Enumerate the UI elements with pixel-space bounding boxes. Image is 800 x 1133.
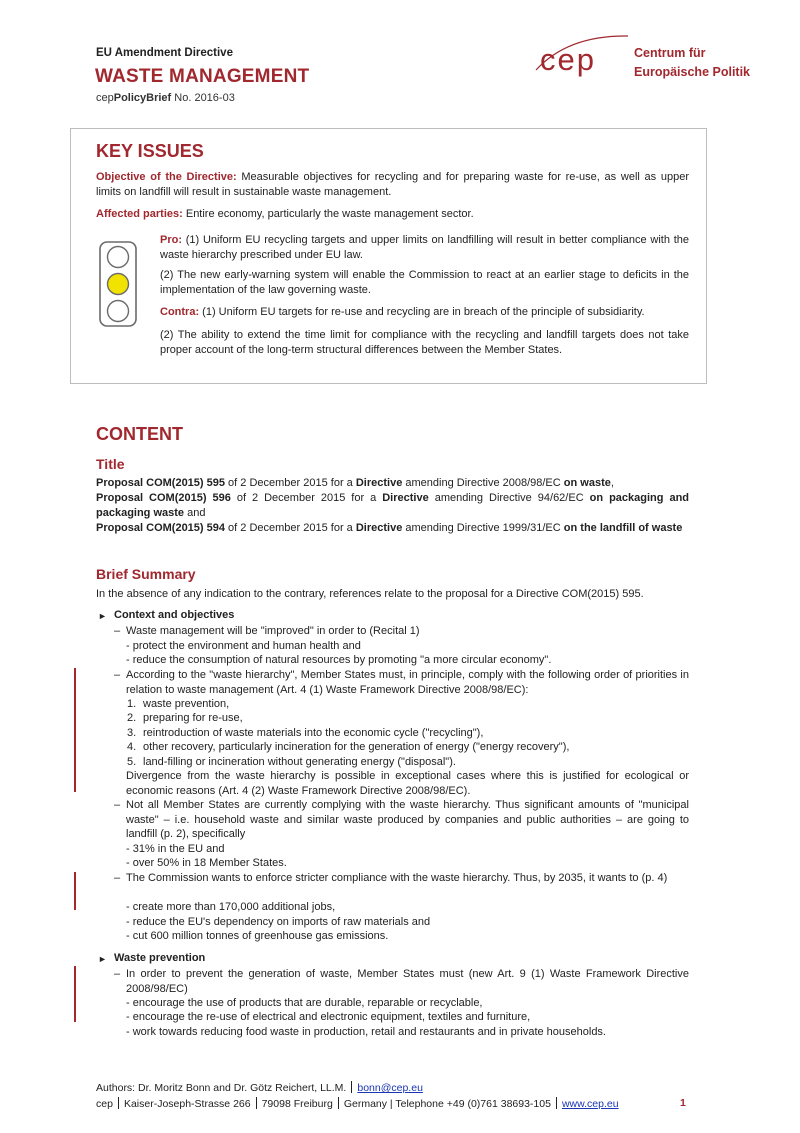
proposal-595 xyxy=(96,476,689,491)
change-bar xyxy=(74,966,76,1022)
proposal-596-subject: on packaging and packaging waste xyxy=(96,492,690,519)
dash-marker: – xyxy=(114,872,121,884)
section-waste-prevention-title: Waste prevention xyxy=(114,952,206,964)
context-item-4-sub-2: - reduce the EU's dependency on imports of raw materials and xyxy=(126,916,431,928)
contra-1-paragraph xyxy=(160,305,689,320)
logo-text: cep xyxy=(540,42,596,77)
hierarchy-step: land-filling or incineration without generating energy ("disposal"). xyxy=(143,756,456,768)
hierarchy-step: waste prevention, xyxy=(143,698,230,710)
organisation-name xyxy=(634,44,750,82)
footer-address xyxy=(96,1097,619,1110)
org-line-2: Europäische Politik xyxy=(634,65,751,79)
objective-label: Objective of the Directive: xyxy=(96,171,237,183)
proposal-596 xyxy=(96,491,689,520)
proposal-596-type: Directive xyxy=(382,492,429,504)
hierarchy-step: other recovery, particularly incineration for the generation of energy ("energy recovery"), xyxy=(143,741,570,753)
change-bar xyxy=(74,668,76,792)
footer-authors xyxy=(96,1081,423,1094)
pro-2-paragraph: (2) The new early-warning system will enable the Commission to react at an earlier stage to deficits in the implementation of the law governing waste. xyxy=(160,269,689,296)
dash-marker: – xyxy=(114,669,121,681)
bullet-arrow-icon: ► xyxy=(98,611,107,621)
list-number: 5. xyxy=(127,756,137,768)
dash-marker: – xyxy=(114,799,121,811)
page-title: WASTE MANAGEMENT xyxy=(95,66,310,87)
footer-org: cep xyxy=(96,1098,113,1110)
affected-label: Affected parties: xyxy=(96,208,183,220)
change-bar xyxy=(74,872,76,910)
context-item-1: Waste management will be "improved" in order to (Recital 1) xyxy=(126,625,420,637)
context-item-4: The Commission wants to enforce stricter compliance with the waste hierarchy. Thus, by 2035, it wants to (p. 4) xyxy=(126,872,668,884)
contra-1-text: (1) Uniform EU targets for re-use and recycling are in breach of the principle of subsidiarity. xyxy=(199,306,645,318)
footer-country-phone: Germany | Telephone +49 (0)761 38693-105 xyxy=(343,1098,551,1110)
footer-city: 79098 Freiburg xyxy=(261,1098,333,1110)
pro-label: Pro: xyxy=(160,234,182,246)
proposal-595-comma: , xyxy=(610,477,614,489)
proposal-596-and: and xyxy=(184,506,206,519)
proposal-594 xyxy=(96,521,689,536)
proposal-594-type: Directive xyxy=(355,522,403,534)
separator xyxy=(556,1097,557,1109)
policy-brief-number xyxy=(96,92,235,104)
footer-street: Kaiser-Joseph-Strasse 266 xyxy=(123,1098,251,1110)
bullet-arrow-icon: ► xyxy=(98,954,107,964)
website-link[interactable]: www.cep.eu xyxy=(561,1098,619,1110)
traffic-light-green xyxy=(108,301,129,322)
context-item-1-sub-2: - reduce the consumption of natural resources by promoting "a more circular economy". xyxy=(126,654,552,666)
hierarchy-step: preparing for re-use, xyxy=(143,712,243,724)
context-item-4-sub-3: - cut 600 million tonnes of greenhouse gas emissions. xyxy=(126,930,389,942)
affected-text: Entire economy, particularly the waste management sector. xyxy=(182,208,474,220)
prevention-item-1-sub-3: - work towards reducing food waste in production, retail and restaurants and in private households. xyxy=(126,1026,606,1038)
prevention-item-1-sub-1: - encourage the use of products that are durable, reparable or recyclable, xyxy=(126,997,483,1009)
proposal-595-type: Directive xyxy=(355,477,403,489)
content-heading: CONTENT xyxy=(96,424,183,444)
contra-label: Contra: xyxy=(160,306,200,318)
proposal-594-amends: amending Directive 1999/31/EC xyxy=(402,522,564,534)
prevention-item-1: In order to prevent the generation of waste, Member States must (new Art. 9 (1) Waste Framework Directive 2008/98/EC) xyxy=(126,968,689,995)
traffic-light-red xyxy=(108,247,129,268)
context-item-2-tail: Divergence from the waste hierarchy is possible in exceptional cases where this is justified for ecological or economic reasons (Art. 4 (2) Waste Framework Directive 2008/98/EC). xyxy=(126,770,689,797)
proposal-596-ref: Proposal COM(2015) 596 xyxy=(96,492,231,504)
summary-intro: In the absence of any indication to the contrary, references relate to the proposal for a Directive COM(2015) 595. xyxy=(96,588,644,600)
proposal-596-amends: amending Directive 94/62/EC xyxy=(428,492,590,504)
key-issues-heading: KEY ISSUES xyxy=(96,141,204,161)
prevention-item-1-sub-2: - encourage the re-use of electrical and electronic equipment, textiles and furniture, xyxy=(126,1011,531,1023)
proposal-594-ref: Proposal COM(2015) 594 xyxy=(96,522,225,534)
cep-logo xyxy=(528,30,638,85)
contra-2-paragraph: (2) The ability to extend the time limit for compliance with the recycling and landfill targets does not take proper account of the long-term structural differences between the Member States. xyxy=(160,329,689,356)
proposal-595-date: of 2 December 2015 for a xyxy=(225,477,356,489)
context-item-3-sub-1: - 31% in the EU and xyxy=(126,843,225,855)
dash-marker: – xyxy=(114,968,121,980)
traffic-light-icon xyxy=(99,241,137,327)
traffic-light-yellow xyxy=(108,274,129,295)
objective-text: Measurable objectives for recycling and for preparing waste for re-use, as well as upper limits on landfill will result in sustainable waste management. xyxy=(96,171,689,198)
title-subheading: Title xyxy=(96,456,125,472)
list-number: 2. xyxy=(127,712,137,724)
list-number: 3. xyxy=(127,727,137,739)
context-item-2: According to the "waste hierarchy", Member States must, in principle, comply with the following order of priorities in relation to waste management (Art. 4 (1) Waste Framework Directive 2008/98/EC): xyxy=(126,669,689,696)
directive-type: EU Amendment Directive xyxy=(96,47,233,59)
context-item-3-sub-2: - over 50% in 18 Member States. xyxy=(126,857,287,869)
proposal-594-subject: on the landfill of waste xyxy=(563,522,683,534)
proposal-595-subject: on waste xyxy=(563,477,611,489)
page-number: 1 xyxy=(680,1097,686,1109)
authors-text: Authors: Dr. Moritz Bonn and Dr. Götz Reichert, LL.M. xyxy=(96,1082,347,1094)
context-item-4-sub-1: - create more than 170,000 additional jobs, xyxy=(126,901,336,913)
affected-parties-paragraph xyxy=(96,207,689,222)
hierarchy-step: reintroduction of waste materials into the economic cycle ("recycling"), xyxy=(143,727,484,739)
separator xyxy=(338,1097,339,1109)
separator xyxy=(118,1097,119,1109)
context-item-3: Not all Member States are currently complying with the waste hierarchy. Thus significant amounts of "municipal waste" – i.e. household waste and similar waste produced by companies and public authorities – are going to landfill (p. 2), specifically xyxy=(126,799,689,840)
brief-number: No. 2016-03 xyxy=(171,92,235,104)
context-item-1-sub-1: - protect the environment and human health and xyxy=(126,640,361,652)
separator xyxy=(256,1097,257,1109)
pro-1-text: (1) Uniform EU recycling targets and upper limits on landfilling will result in better compliance with the waste hierarchy prescribed under EU law. xyxy=(160,234,689,261)
list-number: 4. xyxy=(127,741,137,753)
proposal-595-ref: Proposal COM(2015) 595 xyxy=(96,477,225,489)
author-email-link[interactable]: bonn@cep.eu xyxy=(357,1082,423,1094)
brief-prefix: cep xyxy=(96,92,114,104)
proposal-594-date: of 2 December 2015 for a xyxy=(225,522,356,534)
pro-1-paragraph xyxy=(160,233,689,262)
objective-paragraph xyxy=(96,170,689,199)
section-context-title: Context and objectives xyxy=(114,609,235,621)
brief-summary-subheading: Brief Summary xyxy=(96,566,196,582)
org-line-1: Centrum für xyxy=(634,46,706,60)
proposal-595-amends: amending Directive 2008/98/EC xyxy=(402,477,564,489)
separator xyxy=(351,1081,352,1093)
brief-bold: PolicyBrief xyxy=(113,92,172,104)
proposal-596-date: of 2 December 2015 for a xyxy=(230,492,383,504)
dash-marker: – xyxy=(114,625,121,637)
list-number: 1. xyxy=(127,698,137,710)
